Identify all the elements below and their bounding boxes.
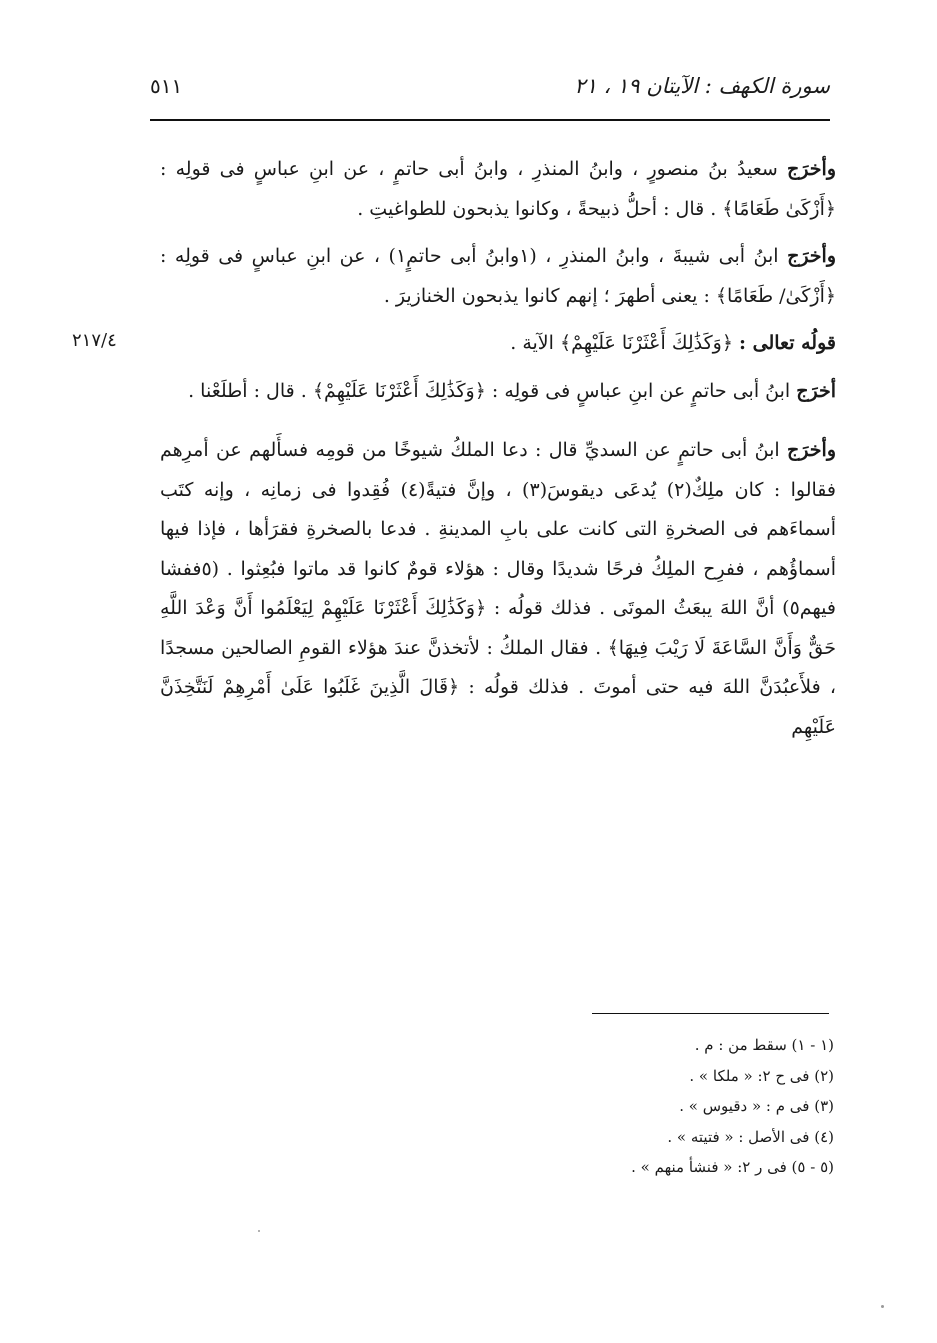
running-title: سورة الكهف : الآيتان ١٩ ، ٢١ (574, 74, 830, 98)
footnote-1: (١ - ١) سقط من : م . (694, 1036, 834, 1054)
page-header (150, 70, 830, 110)
verse-heading-text: ﴿وَكَذَٰلِكَ أَعْثَرْنَا عَلَيْهِمْ﴾ الآية . (510, 332, 739, 354)
footnote-4: (٤) فى الأصل : « فتيته » . (667, 1127, 834, 1146)
verse-heading-lead: قولُه تعالى : (739, 332, 836, 354)
margin-reference: ٢١٧/٤ (72, 330, 117, 351)
footnote-rule (592, 1013, 829, 1014)
footnote-5: (٥ - ٥) فى ر ٢: « فنشأ منهم » . (631, 1158, 834, 1176)
footnote-2: (٢) فى ح ٢: « ملكا » . (689, 1066, 834, 1085)
paragraph-text: سعيدُ بنُ منصورٍ ، وابنُ المنذرِ ، وابنُ أبى حاتمٍ ، عن ابنِ عباسٍ فى قولِه : ﴿أَزْكَىٰ طَعَامًا﴾ . قال : أحلُّ ذبيحةً ، وكانوا يذبحون للطواغيتِ . (160, 158, 836, 220)
paragraph-lead: وأخرَج (787, 439, 836, 461)
footnote-3: (٣) فى م : « دقيوس » . (679, 1097, 834, 1115)
paragraph-text: ابنُ أبى شيبةَ ، وابنُ المنذرِ ، (١وابنُ أبى حاتمٍ١) ، عن ابنِ عباسٍ فى قولِه : ﴿أَزْكَىٰ/ طَعَامًا﴾ : يعنى أطهرَ ؛ إنهم كانوا يذبحون الخنازيرَ . (160, 245, 836, 307)
paragraph-lead: وأخرَج (787, 158, 836, 180)
main-text (160, 150, 836, 755)
paragraph-lead: أخرَج (796, 379, 836, 402)
verse-heading (160, 324, 836, 364)
header-rule (150, 119, 830, 121)
paragraph-text: ابنُ أبى حاتمٍ عن ابنِ عباسٍ فى قولِه : ﴿وَكَذَٰلِكَ أَعْثَرْنَا عَلَيْهِمْ﴾ . قال : أطلَعْنا . (188, 379, 797, 402)
paragraph-text: ابنُ أبى حاتمٍ عن السديِّ قال : دعا الملكُ شيوخًا من قومِه فسأَلهم عن أمرِهم فقالوا : كان ملِكٌ(٢) يُدعَى ديقوسَ(٣) ، وإنَّ فتيةً(٤) فُقِدوا فى زمانِه ، وإنه كتَب أسماءَهم فى الصخرةِ التى كانت على بابِ المدينةِ . فدعا بالصخرةِ فقرَأها ، فإذا فيها أسماؤُهم ، ففرِح الملِكُ فرحًا شديدًا وقال : هؤلاء قومٌ كانوا قد ماتوا فبُعِثوا . (٥ففشا فيهم٥) أنَّ اللهَ يبعَثُ الموتَى . فذلك قولُه : ﴿وَكَذَٰلِكَ أَعْثَرْنَا عَلَيْهِمْ لِيَعْلَمُوا أَنَّ وَعْدَ اللَّهِ حَقٌّ وَأَنَّ السَّاعَةَ لَا رَيْبَ فِيهَا﴾ . فقال الملكُ : لأتخذنَّ عندَ هؤلاء القومِ الصالحين مسجدًا ، فلأَعبُدَنَّ اللهَ فيه حتى أموتَ . فذلك قولُه : ﴿قَالَ الَّذِينَ غَلَبُوا عَلَىٰ أَمْرِهِمْ لَنَتَّخِذَنَّ عَلَيْهِم (160, 439, 836, 738)
scan-speck (258, 1230, 260, 1232)
paragraph-3 (160, 372, 836, 412)
page-number: ٥١١ (150, 74, 183, 98)
paragraph-4 (160, 431, 836, 747)
paragraph-lead: وأخرَج (787, 245, 837, 267)
footnotes (300, 1030, 834, 1183)
paragraph-2 (160, 237, 836, 316)
paragraph-1 (160, 150, 836, 229)
scan-speck (881, 1305, 884, 1308)
